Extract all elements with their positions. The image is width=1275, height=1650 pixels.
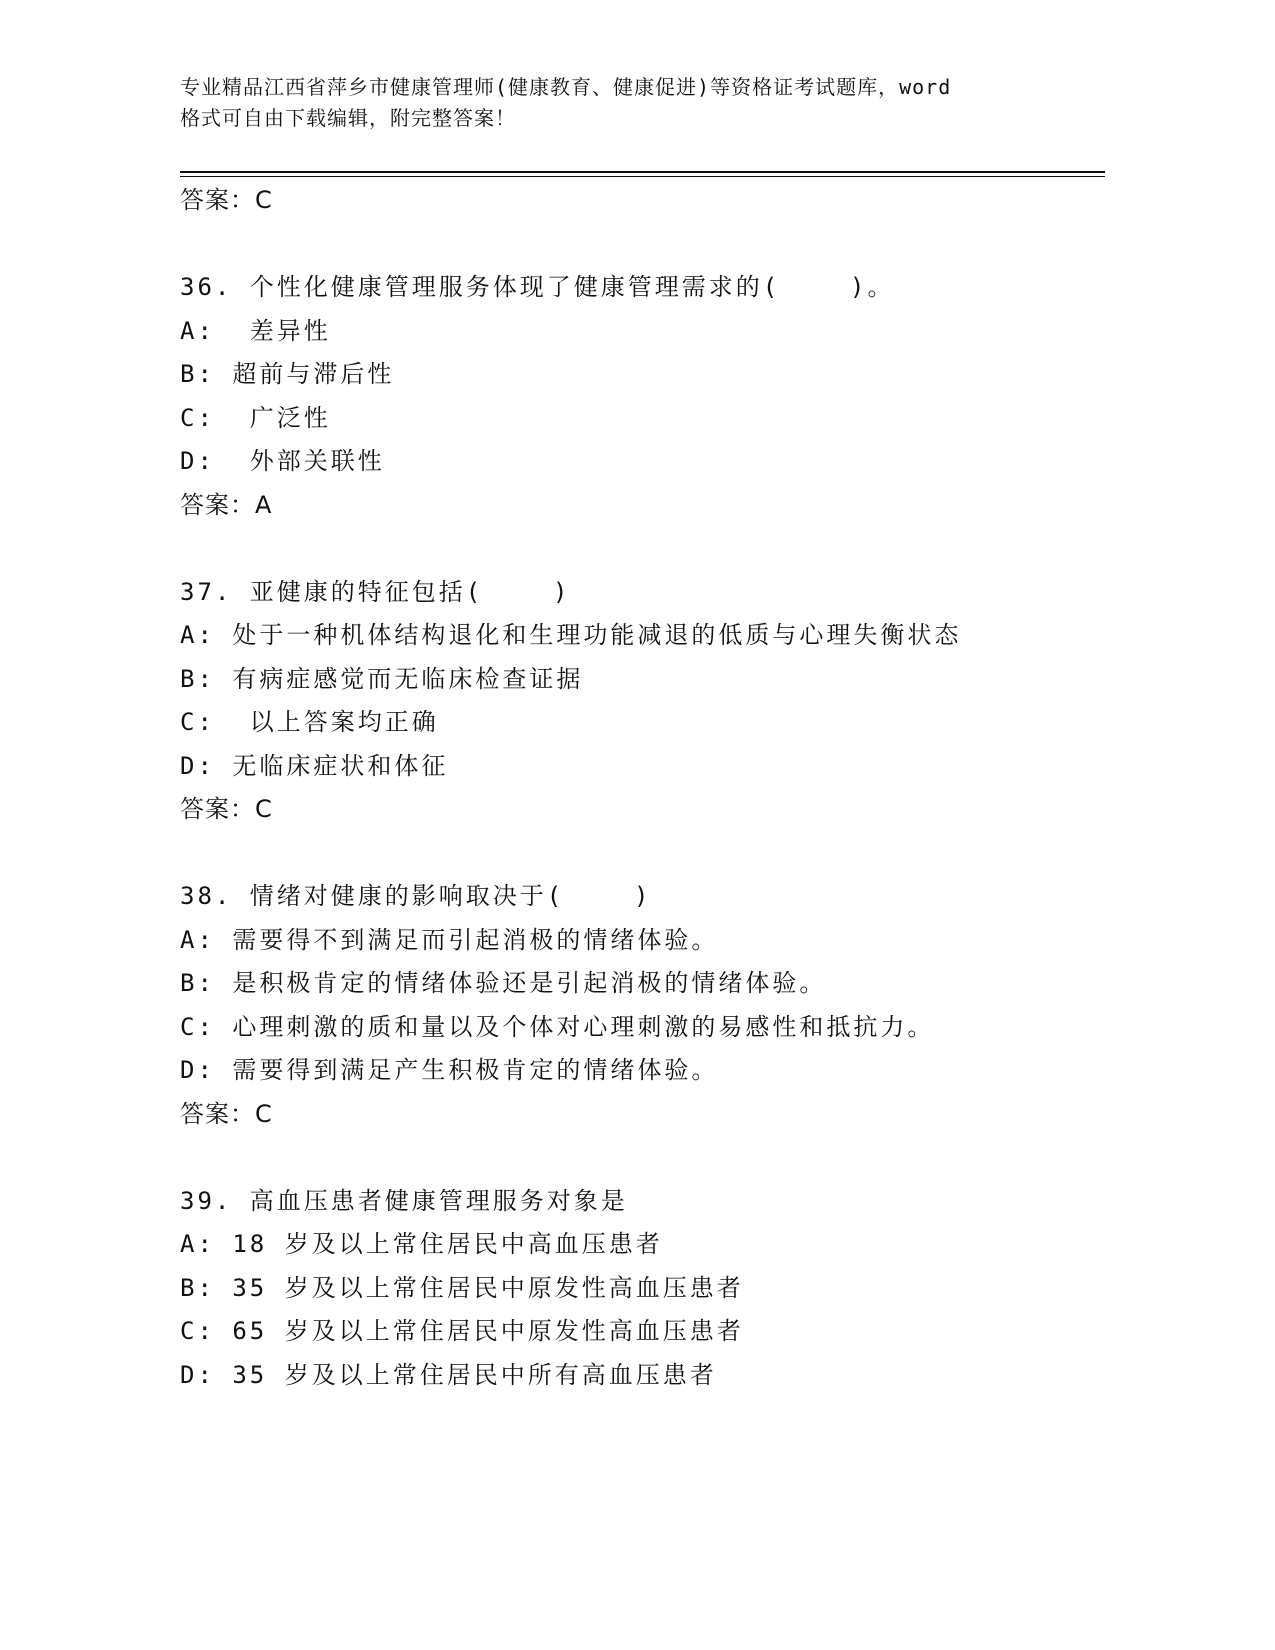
option-c: C: 广泛性 [180,403,331,432]
question-text: 36. 个性化健康管理服务体现了健康管理需求的( )。 [180,273,895,301]
question-36 [180,266,1080,527]
option-d: D: 35 岁及以上常住居民中所有高血压患者 [180,1360,717,1389]
header-rule-thin [180,176,1105,177]
question-text: 39. 高血压患者健康管理服务对象是 [180,1186,628,1215]
option-b: B: 超前与滞后性 [180,360,395,388]
option-a: A: 18 岁及以上常住居民中高血压患者 [180,1230,663,1258]
question-text: 38. 情绪对健康的影响取决于( ) [180,882,652,910]
option-c: C: 以上答案均正确 [180,708,439,736]
option-a: A: 差异性 [180,316,331,345]
question-37 [180,571,1080,832]
header-line-2: 格式可自由下载编辑，附完整答案！ [180,106,516,130]
question-text: 37. 亚健康的特征包括( ) [180,577,571,606]
option-b: B: 是积极肯定的情绪体验还是引起消极的情绪体验。 [180,969,827,997]
option-c: C: 65 岁及以上常住居民中原发性高血压患者 [180,1317,744,1345]
option-d: D: 无临床症状和体征 [180,751,449,780]
option-d: D: 外部关联性 [180,447,385,475]
answer: 答案：C [180,795,273,823]
header-rule-thick [180,171,1105,173]
option-b: B: 35 岁及以上常住居民中原发性高血压患者 [180,1273,744,1302]
question-38 [180,875,1080,1136]
header-line-1: 专业精品江西省萍乡市健康管理师(健康教育、健康促进)等资格证考试题库，word [180,75,952,99]
option-d: D: 需要得到满足产生积极肯定的情绪体验。 [180,1056,719,1084]
question-list [180,179,1080,1397]
answer: 答案：A [180,490,273,519]
option-b: B: 有病症感觉而无临床检查证据 [180,664,584,693]
option-a: A: 处于一种机体结构退化和生理功能减退的低质与心理失衡状态 [180,621,962,649]
question-39 [180,1180,1080,1398]
previous-answer: 答案：C [180,186,273,214]
option-c: C: 心理刺激的质和量以及个体对心理刺激的易感性和抵抗力。 [180,1012,935,1041]
document-header [180,72,1060,134]
answer: 答案：C [180,1099,273,1128]
option-a: A: 需要得不到满足而引起消极的情绪体验。 [180,925,719,954]
